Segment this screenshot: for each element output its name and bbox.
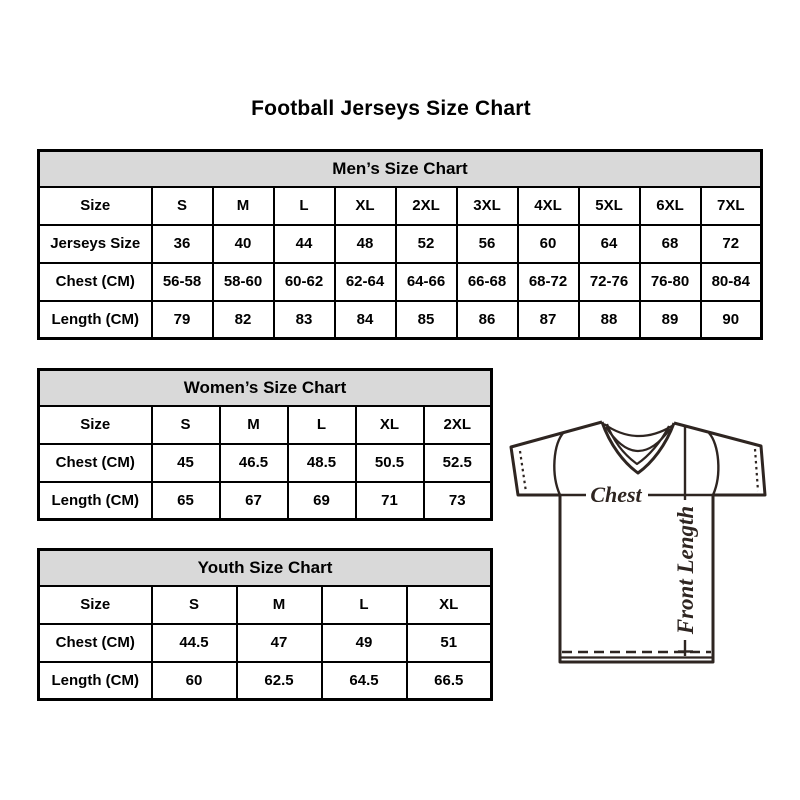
value-cell: 50.5 — [356, 444, 424, 482]
value-cell: 51 — [407, 624, 492, 662]
value-cell: 68 — [640, 225, 701, 263]
size-table — [37, 368, 493, 521]
value-cell: 48.5 — [288, 444, 356, 482]
size-header-cell: 3XL — [457, 187, 518, 225]
table-title: Men’s Size Chart — [39, 151, 762, 187]
chest-label: Chest — [590, 482, 642, 507]
value-cell: 44 — [274, 225, 335, 263]
youth-size-chart-table — [37, 548, 493, 701]
value-cell: 83 — [274, 301, 335, 339]
value-cell: 86 — [457, 301, 518, 339]
value-cell: 69 — [288, 482, 356, 520]
value-cell: 56 — [457, 225, 518, 263]
size-table — [37, 149, 763, 340]
value-cell: 56-58 — [152, 263, 213, 301]
value-cell: 40 — [213, 225, 274, 263]
value-cell: 62.5 — [237, 662, 322, 700]
size-header-cell: 6XL — [640, 187, 701, 225]
value-cell: 64 — [579, 225, 640, 263]
collar-band-arc-1 — [604, 424, 672, 436]
size-header-cell: 2XL — [424, 406, 492, 444]
value-cell: 45 — [152, 444, 220, 482]
value-cell: 48 — [335, 225, 396, 263]
value-cell: 85 — [396, 301, 457, 339]
value-cell: 79 — [152, 301, 213, 339]
value-cell: 66-68 — [457, 263, 518, 301]
size-header-cell: S — [152, 586, 237, 624]
value-cell: 58-60 — [213, 263, 274, 301]
womens-size-chart-table — [37, 368, 493, 521]
size-header-cell: 7XL — [701, 187, 762, 225]
value-cell: 52 — [396, 225, 457, 263]
row-label-cell: Chest (CM) — [39, 624, 152, 662]
size-header-cell: L — [288, 406, 356, 444]
value-cell: 60 — [152, 662, 237, 700]
value-cell: 80-84 — [701, 263, 762, 301]
value-cell: 64-66 — [396, 263, 457, 301]
size-header-cell: L — [274, 187, 335, 225]
value-cell: 52.5 — [424, 444, 492, 482]
value-cell: 36 — [152, 225, 213, 263]
size-header-cell: 5XL — [579, 187, 640, 225]
size-header-cell: L — [322, 586, 407, 624]
size-header-cell: M — [220, 406, 288, 444]
row-label-cell: Size — [39, 406, 152, 444]
value-cell: 88 — [579, 301, 640, 339]
mens-size-chart-table — [37, 149, 763, 340]
jersey-measurement-diagram — [503, 400, 770, 675]
value-cell: 68-72 — [518, 263, 579, 301]
value-cell: 73 — [424, 482, 492, 520]
row-label-cell: Length (CM) — [39, 662, 152, 700]
front-length-label: Front Length — [673, 505, 698, 635]
page-title: Football Jerseys Size Chart — [251, 97, 531, 120]
value-cell: 67 — [220, 482, 288, 520]
value-cell: 89 — [640, 301, 701, 339]
row-label-cell: Size — [39, 187, 152, 225]
row-label-cell: Length (CM) — [39, 482, 152, 520]
size-header-cell: XL — [407, 586, 492, 624]
size-header-cell: M — [213, 187, 274, 225]
value-cell: 65 — [152, 482, 220, 520]
left-cuff-stitch-line — [520, 451, 526, 492]
table-title: Youth Size Chart — [39, 550, 492, 586]
size-table — [37, 548, 493, 701]
row-label-cell: Jerseys Size — [39, 225, 152, 263]
size-header-cell: 2XL — [396, 187, 457, 225]
value-cell: 87 — [518, 301, 579, 339]
value-cell: 72 — [701, 225, 762, 263]
value-cell: 60-62 — [274, 263, 335, 301]
size-header-cell: M — [237, 586, 322, 624]
value-cell: 60 — [518, 225, 579, 263]
size-header-cell: 4XL — [518, 187, 579, 225]
value-cell: 82 — [213, 301, 274, 339]
row-label-cell: Length (CM) — [39, 301, 152, 339]
size-header-cell: XL — [335, 187, 396, 225]
value-cell: 62-64 — [335, 263, 396, 301]
value-cell: 84 — [335, 301, 396, 339]
value-cell: 76-80 — [640, 263, 701, 301]
value-cell: 64.5 — [322, 662, 407, 700]
row-label-cell: Chest (CM) — [39, 263, 152, 301]
value-cell: 72-76 — [579, 263, 640, 301]
value-cell: 44.5 — [152, 624, 237, 662]
value-cell: 49 — [322, 624, 407, 662]
value-cell: 66.5 — [407, 662, 492, 700]
row-label-cell: Chest (CM) — [39, 444, 152, 482]
value-cell: 47 — [237, 624, 322, 662]
jersey-outline — [511, 422, 765, 662]
left-armhole-seam — [554, 432, 564, 495]
size-header-cell: XL — [356, 406, 424, 444]
value-cell: 90 — [701, 301, 762, 339]
table-title: Women’s Size Chart — [39, 370, 492, 406]
value-cell: 46.5 — [220, 444, 288, 482]
size-header-cell: S — [152, 187, 213, 225]
row-label-cell: Size — [39, 586, 152, 624]
right-cuff-stitch-line — [755, 449, 758, 491]
value-cell: 71 — [356, 482, 424, 520]
right-armhole-seam — [709, 433, 718, 495]
size-header-cell: S — [152, 406, 220, 444]
